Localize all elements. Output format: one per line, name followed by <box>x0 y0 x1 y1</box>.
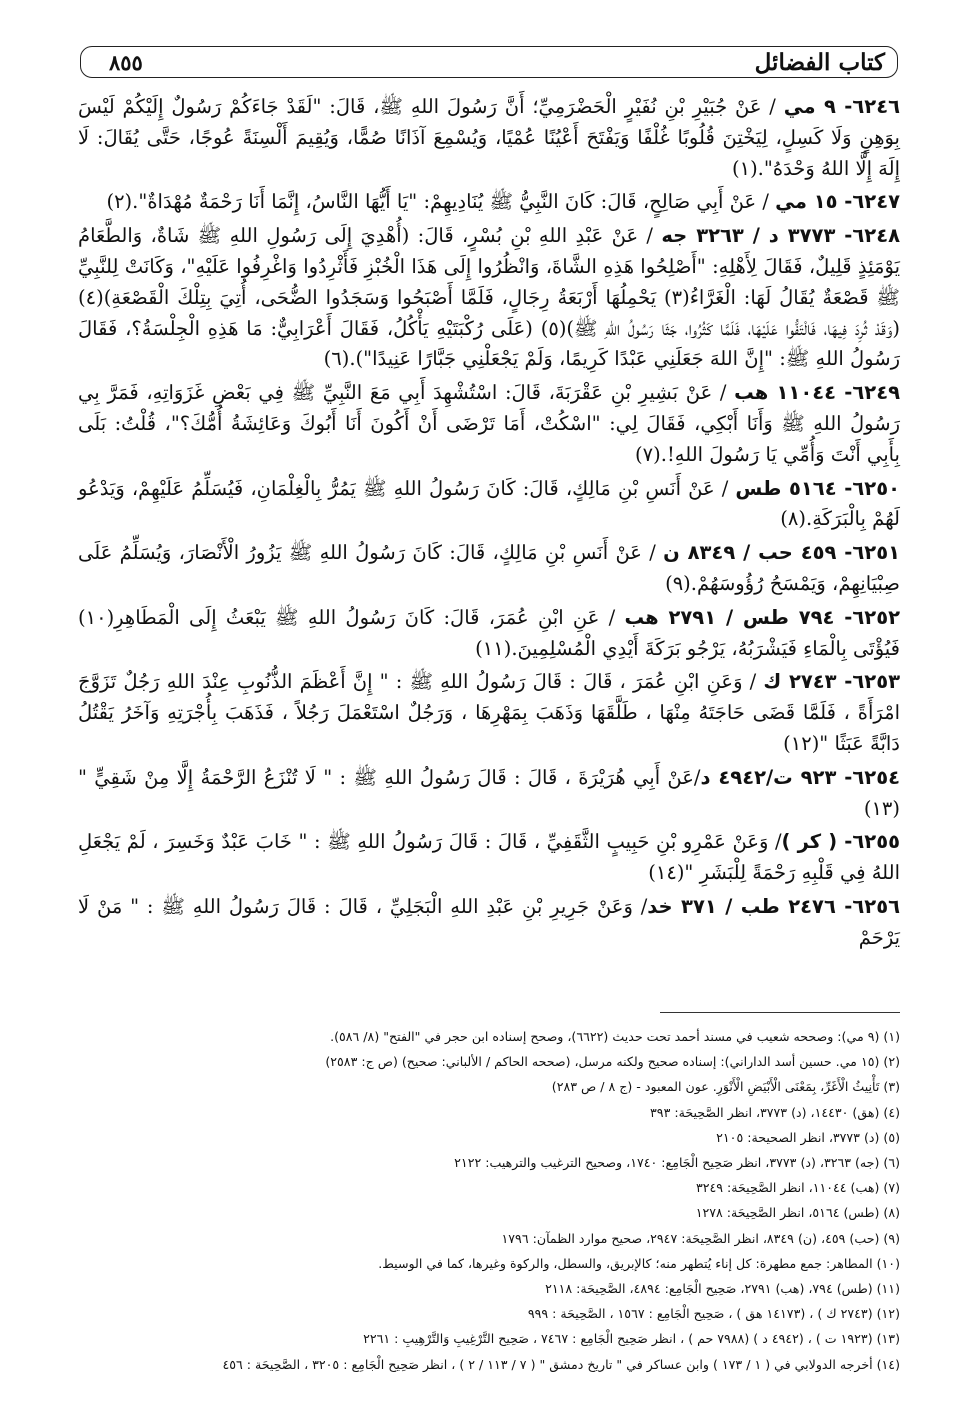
hadith-text: / وَعَنْ عَمْرِو بْنِ حَبِيبٍ الثَّقَفِيِّ ، قَالَ : قَالَ رَسُولُ اللهِ ﷺ : " خَابَ عَبْدٌ وَخَسِرَ ، لَمْ يَجْعَلِ اللهُ فِي قَلْبِهِ رَحْمَةً لِلْبَشَرِ "(١٤) <box>78 830 900 885</box>
hadith-entry <box>78 474 900 536</box>
hadith-entry <box>78 667 900 759</box>
hadith-text: / عَنْ أَنَسِ بْنِ مَالِكٍ، قَالَ: كَانَ رَسُولُ اللهِ ﷺ يَمُرُّ بِالْغِلْمَانِ، فَيُسَلِّمُ عَلَيْهِمْ، وَيَدْعُو لَهُمْ بِالْبَرَكَةِ.(٨) <box>78 476 900 531</box>
chapter-title: كتاب الفضائل <box>754 49 885 76</box>
footnote: (١) (٩ مي): وصححه شعيب في مسند أحمد تحت حديث (٦٦٢٢)، وصحح إسناده ابن حجر في "الفتح" (٨/ ٥٨٦). <box>330 1029 900 1044</box>
hadith-number: ٦٢٥٢- ٧٩٤ طس / ٢٧٩١ هب <box>624 605 901 629</box>
hadith-entry <box>78 892 900 954</box>
hadith-text: / عَنْ أَبِي صَالِحٍ، قَالَ: كَانَ النَّبِيُّ ﷺ يُنَادِيهِمْ: "يَا أَيُّهَا النَّاسُ، إِنَّمَا أَنَا رَحْمَةٌ مُهْدَاةٌ".(٢) <box>106 190 776 214</box>
hadith-number: ٦٢٥١- ٤٥٩ حب / ٨٣٤٩ ن <box>663 541 901 565</box>
hadith-number: ٦٢٥٣- ٢٧٤٣ ك <box>763 670 900 694</box>
hadith-list <box>78 92 900 957</box>
hadith-entry <box>78 603 900 665</box>
hadith-number: ٦٢٥٦- ٢٤٧٦ طب / ٣٧١ خد <box>647 894 900 918</box>
hadith-entry <box>78 92 900 184</box>
hadith-entry <box>78 827 900 889</box>
footnote: (١١) (طس) ٧٩٤، (هب) ٢٧٩١، صَحِيح الْجَامِع: ٤٨٩٤، الصَّحِيحَة: ٢١١٨ <box>545 1281 900 1297</box>
hadith-text: / عَنْ عَبْدِ اللهِ بْنِ بُسْرٍ، قَالَ: (أُهْدِيَ إِلَى رَسُولِ اللهِ ﷺ شَاةٌ، وَالطَّعَامُ يَوْمَئِذٍ قَلِيلٌ، فَقَالَ لِأَهْلِهِ: "أَصْلِحُوا هَذِهِ الشَّاةَ، وَانْظُرُوا إِلَى هَذَا الْخُبْزِ فَأَثْرِدُوا وَاغْرِفُوا عَلَيْهِ"، وَكَانَتْ لِلنَّبِيِّ ﷺ قَصْعَةٌ يُقَالُ لَهَا: الْغَرَّاءُ(٣) يَحْمِلُهَا أَرْبَعَةُ رِجَالٍ، فَلَمَّا أَصْبَحُوا وَسَجَدُوا الضُّحَى، أُتِيَ بِتِلْكَ الْقَصْعَةِ)(٤) (وَقَدْ ثُرِدَ فِيهَا، فَالْتَفُّوا عَلَيْهَا، فَلَمَّا كَثُرُوا، جَثَا رَسُولُ اللهِ ﷺ)(٥) (عَلَى رُكْبَتَيْهِ يَأْكُلُ، فَقَالَ أَعْرَابِيٌّ: مَا هَذِهِ الْجِلْسَةُ؟، فَقَالَ رَسُولُ اللهِ ﷺ: "إِنَّ اللهَ جَعَلَنِي عَبْدًا كَرِيمًا، وَلَمْ يَجْعَلْنِي جَبَّارًا عَنِيدًا").(٦) <box>78 224 900 371</box>
footnote: (١٢) (٢٧٤٣ ك ) ، (١٤١٧٣ هق ) ، صَحِيح الْجَامِع : ١٥٦٧ ، الصَّحِيحَة : ٩٩٩ <box>527 1306 900 1322</box>
footnote: (٩) (حب) ٤٥٩، (ن) ٨٣٤٩، انظر الصَّحِيحَة: ٢٩٤٧، صحيح موارد الظمآن: ١٧٩٦ <box>501 1230 900 1246</box>
hadith-text: /عَنْ أَبِي هُرَيْرَةَ ، قَالَ : قَالَ رَسُولُ اللهِ ﷺ : " لَا تُنْزَعُ الرَّحْمَةُ إِلَّا مِنْ شَقِيٍّ "(١٣) <box>78 765 900 820</box>
footnote: (٧) (هب) ١١٠٤٤، انظر الصَّحِيحَة: ٣٢٤٩ <box>695 1180 900 1196</box>
hadith-entry <box>78 763 900 825</box>
footnote-divider <box>660 1012 900 1013</box>
hadith-number: ٦٢٥٥- ( كر ) <box>781 830 900 854</box>
footnote: (٢) (١٥ مي. حسين أسد الداراني): إسناده صحيح ولكنه مرسل، (صححه الحاكم / الألباني: صحيح) (ص ج: ٢٥٨٣) <box>325 1054 900 1070</box>
hadith-number: ٦٢٥٤- ٩٢٣ ت/٤٩٤٢ د <box>700 765 900 789</box>
footnote: (٥) (د) ٣٧٧٣، انظر الصحيحة: ٢١٠٥ <box>716 1129 900 1145</box>
hadith-number: ٦٢٤٩- ١١٠٤٤ هب <box>734 381 900 405</box>
page-header <box>80 46 898 78</box>
footnotes <box>78 1024 900 1377</box>
hadith-text: / عَنْ جُبَيْرِ بْنِ نُفَيْرٍ الْحَضْرَمِيِّ؛ أَنَّ رَسُولَ اللهِ ﷺ، قَالَ: "لَقَدْ جَاءَكُمْ رَسُولٌ إِلَيْكُمْ لَيْسَ بِوَهِنٍ وَلَا كَسِلٍ، لِيَخْتِنَ قُلُوبًا غُلْفًا وَيَفْتَحَ أَعْيُنًا عُمْيًا، وَيُسْمِعَ آذَانًا صُمًّا، وَيُقِيمَ أَلْسِنَةً عُوجًا، حَتَّى يُقَالَ: لَا إِلَهَ إِلَّا اللهُ وَحْدَهُ".(١) <box>78 95 900 180</box>
hadith-text: / وَعَنِ ابْنِ عُمَرَ ، قَالَ : قَالَ رَسُولُ اللهِ ﷺ : " إِنَّ أَعْظَمَ الذُّنُوبِ عِنْدَ اللهِ رَجُلٌ تَزَوَّجَ امْرَأَةً ، فَلَمَّا قَضَى حَاجَتَهُ مِنْهَا ، طَلَّقَهَا وَذَهَبَ بِمَهْرِهَا ، وَرَجُلٌ اسْتَعْمَلَ رَجُلاً ، فَذَهَبَ بِأُجْرَتِهِ وَآخَرُ يَقْتُلُ دَابَّةً عَبَثًا "(١٢) <box>78 670 900 755</box>
hadith-text: / وَعَنْ جَرِيرِ بْنِ عَبْدِ اللهِ الْبَجَلِيِّ ، قَالَ : قَالَ رَسُولُ اللهِ ﷺ : " مَنْ لَا يَرْحَمْ <box>78 894 900 949</box>
hadith-number: ٦٢٤٨- ٣٧٧٣ د / ٣٢٦٣ جه <box>661 224 901 248</box>
footnote: (١٤) أخرجه الدولابي في ( ١ / ١٧٣ ) وابن عساكر في " تاريخ دمشق " ( ٧ / ١١٣ / ٢ ) ، انظر صَحِيح الْجَامِع : ٣٢٠٥ ، الصَّحِيحَة : ٤٥٦ <box>222 1356 900 1372</box>
footnote: (٤) (هق) ١٤٤٣٠، (د) ٣٧٧٣، انظر الصَّحِيحَة: ٣٩٣ <box>650 1104 900 1120</box>
hadith-text: / عَنْ أَنَسِ بْنِ مَالِكٍ، قَالَ: كَانَ رَسُولُ اللهِ ﷺ يَزُورُ الْأَنْصَارَ، وَيُسَلِّمُ عَلَى صِبْيَانِهِمْ، وَيَمْسَحُ رُؤُوسَهُمْ.(٩) <box>78 541 900 595</box>
footnote: (٦) (جه) ٣٢٦٣، (د) ٣٧٧٣، انظر صَحِيح الْجَامِع: ١٧٤٠، وصحيح الترغيب والترهيب: ٢١٢٢ <box>454 1155 900 1171</box>
hadith-text: / عَنِ ابْنِ عُمَرَ، قَالَ: كَانَ رَسُولُ اللهِ ﷺ يَبْعَثُ إِلَى الْمَطَاهِرِ(١٠) فَيُؤْتَى بِالْمَاءِ فَيَشْرَبُهُ، يَرْجُو بَرَكَةَ أَيْدِي الْمُسْلِمِينَ.(١١) <box>78 605 900 660</box>
hadith-number: ٦٢٥٠- ٥١٦٤ طس <box>735 476 900 500</box>
hadith-entry <box>78 378 900 470</box>
hadith-text: / عَنْ بَشِيرِ بْنِ عَقْرَبَةَ، قَالَ: اسْتُشْهِدَ أَبِي مَعَ النَّبِيِّ ﷺ فِي بَعْضِ غَزَوَاتِهِ، فَمَرَّ بِي رَسُولُ اللهِ ﷺ وَأَنَا أَبْكِي، فَقَالَ لِي: "اسْكُتْ، أَمَا تَرْضَى أَنْ أَكُونَ أَنَا أَبُوكَ وَعَائِشَةُ أُمُّكَ؟"، قُلْتُ: بَلَى بِأَبِي أَنْتَ وَأُمِّي يَا رَسُولَ اللهِ!.(٧) <box>78 381 900 466</box>
hadith-entry <box>78 187 900 218</box>
hadith-number: ٦٢٤٦- ٩ مي <box>783 95 900 118</box>
footnote: (١٠) المطاهر: جمع مطهرة: كل إناء يُتطهر منه؛ كالإبريق، والسطل، والركوة وغيرها، كما في الوسيط. <box>378 1255 900 1271</box>
footnote: (٣) تَأْنِيثُ الْأَغَرِّ، بِمَعْنَى الْأَبْيَضِ الْأَنْوَرِ. عون المعبود - (ج ٨ / ص ٢٨٣) <box>551 1079 900 1095</box>
footnote: (١٣) (١٩٢٣ ت ) ، (٤٩٤٢ د ) (٧٩٨٨ حم ) ، انظر صَحِيح الْجَامِع : ٧٤٦٧ ، صَحِيح التَّرْغِيبِ وَالتَّرْهِيبِ : ٢٢٦١ <box>363 1331 900 1347</box>
hadith-number: ٦٢٤٧- ١٥ مي <box>775 190 900 214</box>
hadith-entry <box>78 538 900 600</box>
hadith-entry <box>78 221 900 375</box>
page-number: ٨٥٥ <box>109 50 143 75</box>
footnote: (٨) (طس) ٥١٦٤، انظر الصَّحِيحَة: ١٢٧٨ <box>695 1205 900 1221</box>
